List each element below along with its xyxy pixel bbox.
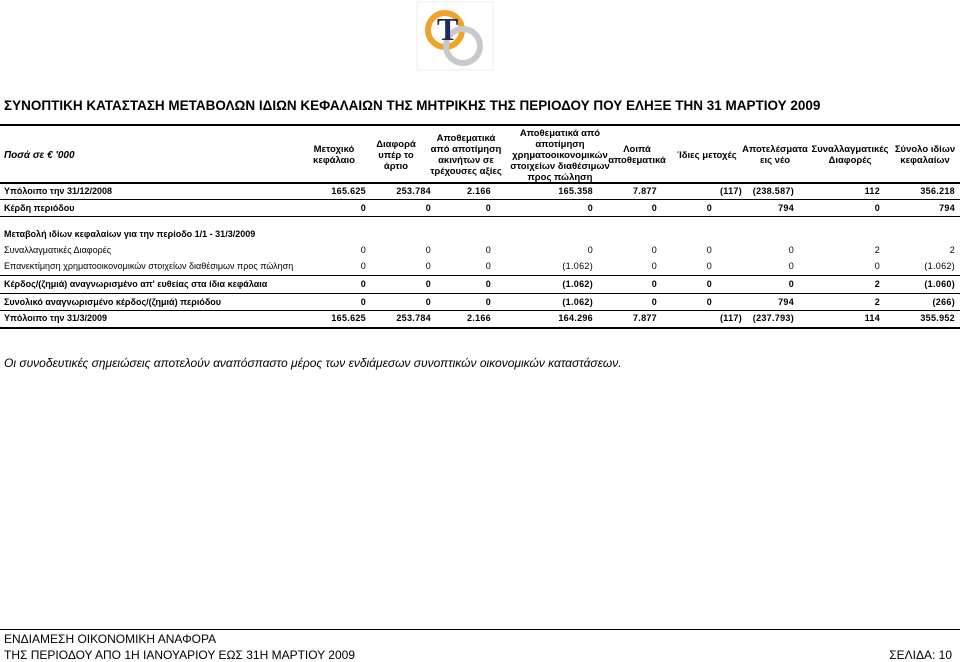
footer-period: ΤΗΣ ΠΕΡΙΟΔΟΥ ΑΠΟ 1Η ΙΑΝΟΥΑΡΙΟΥ ΕΩΣ 31Η ΜΑΡΤΙΟΥ 2009 — [4, 648, 355, 662]
row-label: Υπόλοιπο την 31/3/2009 — [4, 313, 107, 323]
cell: 0 — [360, 261, 366, 271]
cell: 2.166 — [466, 313, 491, 323]
cell: 0 — [706, 279, 712, 289]
col-header-retained-earnings: Αποτελέσματα εις νέο — [742, 144, 808, 166]
row-rule — [0, 216, 960, 217]
cell: 0 — [485, 245, 491, 255]
table-row — [0, 261, 960, 275]
cell: 0 — [706, 297, 712, 307]
cell: 0 — [651, 203, 657, 213]
cell: 253.784 — [396, 313, 431, 323]
cell: 794 — [939, 203, 955, 213]
cell: 0 — [360, 279, 366, 289]
cell: 0 — [587, 245, 593, 255]
cell: 0 — [651, 279, 657, 289]
cell: 0 — [360, 297, 366, 307]
table-bottom-rule — [0, 327, 960, 329]
cell: (117) — [719, 186, 742, 196]
cell: 0 — [651, 245, 657, 255]
cell: 7.877 — [632, 186, 657, 196]
cell: 165.625 — [331, 186, 366, 196]
cell: (1.062) — [562, 279, 593, 289]
amounts-label: Ποσά σε € '000 — [4, 150, 75, 161]
cell: (266) — [932, 297, 955, 307]
row-label: Συνολικό αναγνωρισμένο κέρδος/(ζημιά) περιόδου — [4, 297, 222, 307]
table-row — [0, 245, 960, 259]
cell: (1.062) — [562, 297, 593, 307]
section-label: Μεταβολή ιδίων κεφαλαίων για την περίοδο 1/1 - 31/3/2009 — [4, 229, 256, 239]
cell: 0 — [874, 203, 880, 213]
row-rule — [0, 275, 960, 276]
cell: 0 — [425, 203, 431, 213]
footer-report-title: ΕΝΔΙΑΜΕΣΗ ΟΙΚΟΝΟΜΙΚΗ ΑΝΑΦΟΡΑ — [4, 632, 217, 646]
col-header-treasury-shares: Ίδιες μετοχές — [677, 149, 737, 161]
cell: (1.062) — [924, 261, 955, 271]
row-label: Κέρδος/(ζημιά) αναγνωρισμένο απ' ευθείας στα ίδια κεφάλαια — [4, 279, 268, 289]
cell: 0 — [788, 279, 794, 289]
cell: 0 — [425, 279, 431, 289]
cell: (1.060) — [924, 279, 955, 289]
cell: 165.358 — [558, 186, 593, 196]
col-header-total-equity: Σύνολο ιδίων κεφαλαίων — [894, 144, 956, 166]
cell: 0 — [651, 261, 657, 271]
notes-disclaimer: Οι συνοδευτικές σημειώσεις αποτελούν αναπόσπαστο μέρος των ενδιάμεσων συνοπτικών οικονομικών καταστάσεων. — [4, 356, 622, 370]
cell: 0 — [485, 261, 491, 271]
cell: 0 — [651, 297, 657, 307]
cell: 0 — [874, 261, 880, 271]
row-rule — [0, 310, 960, 311]
col-header-property-reserves: Αποθεματικά από αποτίμηση ακινήτων σε τρέχουσες αξίες — [430, 133, 502, 177]
table-row — [0, 279, 960, 293]
cell: 165.625 — [331, 313, 366, 323]
col-header-share-premium: Διαφορά υπέρ το άρτιο — [376, 138, 416, 172]
svg-text:T: T — [437, 11, 459, 47]
cell: (238.587) — [752, 186, 794, 196]
row-rule — [0, 199, 960, 200]
cell: 112 — [864, 186, 880, 196]
cell: 0 — [706, 245, 712, 255]
row-label: Επανεκτίμηση χρηματοοικονομικών στοιχείων διαθέσιμων προς πώληση — [4, 261, 294, 271]
row-label: Υπόλοιπο την 31/12/2008 — [4, 186, 112, 196]
cell: (1.062) — [562, 261, 593, 271]
cell: 355.952 — [920, 313, 955, 323]
header-bottom-rule — [0, 182, 960, 184]
cell: 7.877 — [632, 313, 657, 323]
cell: 2 — [874, 297, 880, 307]
cell: 0 — [788, 245, 794, 255]
cell: 2 — [949, 245, 955, 255]
cell: 114 — [864, 313, 880, 323]
cell: 0 — [788, 261, 794, 271]
cell: 0 — [360, 203, 366, 213]
cell: 0 — [425, 261, 431, 271]
cell: 0 — [587, 203, 593, 213]
row-label: Κέρδη περιόδου — [4, 203, 75, 213]
cell: 794 — [778, 203, 794, 213]
row-label: Συναλλαγματικές Διαφορές — [4, 245, 112, 255]
cell: 0 — [485, 279, 491, 289]
table-row — [0, 203, 960, 217]
cell: 0 — [485, 203, 491, 213]
cell: 253.784 — [396, 186, 431, 196]
table-row — [0, 313, 960, 327]
cell: 2 — [874, 279, 880, 289]
header-top-rule — [0, 124, 960, 126]
cell: 0 — [485, 297, 491, 307]
col-header-fx-differences: Συναλλαγματικές Διαφορές — [811, 144, 889, 166]
col-header-other-reserves: Λοιπά αποθεματικά — [608, 144, 666, 166]
cell: 0 — [425, 245, 431, 255]
cell: 0 — [425, 297, 431, 307]
cell: (117) — [719, 313, 742, 323]
page-title: ΣΥΝΟΠΤΙΚΗ ΚΑΤΑΣΤΑΣΗ ΜΕΤΑΒΟΛΩΝ ΙΔΙΩΝ ΚΕΦΑΛΑΙΩΝ ΤΗΣ ΜΗΤΡΙΚΗΣ ΤΗΣ ΠΕΡΙΟΔΟΥ ΠΟΥ ΕΛΗΞΕ ΤΗΝ 31 ΜΑΡΤΙΟΥ 2009 — [4, 98, 821, 113]
cell: 164.296 — [558, 313, 593, 323]
cell: 356.218 — [920, 186, 955, 196]
row-rule — [0, 293, 960, 294]
page-number: ΣΕΛΙΔΑ: 10 — [889, 648, 952, 662]
cell: 0 — [706, 261, 712, 271]
cell: 2.166 — [466, 186, 491, 196]
table-row — [0, 186, 960, 200]
col-header-share-capital: Μετοχικό κεφάλαιο — [313, 144, 355, 166]
table-row — [0, 297, 960, 311]
cell: (237.793) — [752, 313, 794, 323]
cell: 794 — [778, 297, 794, 307]
cell: 0 — [706, 203, 712, 213]
col-header-afs-reserves: Αποθεματικά από αποτίμηση χρηματοοικονομικών στοιχείων διαθέσιμων προς πώληση — [510, 127, 610, 183]
cell: 2 — [874, 245, 880, 255]
company-logo — [415, 0, 495, 72]
cell: 0 — [360, 245, 366, 255]
footer-rule — [0, 629, 960, 630]
